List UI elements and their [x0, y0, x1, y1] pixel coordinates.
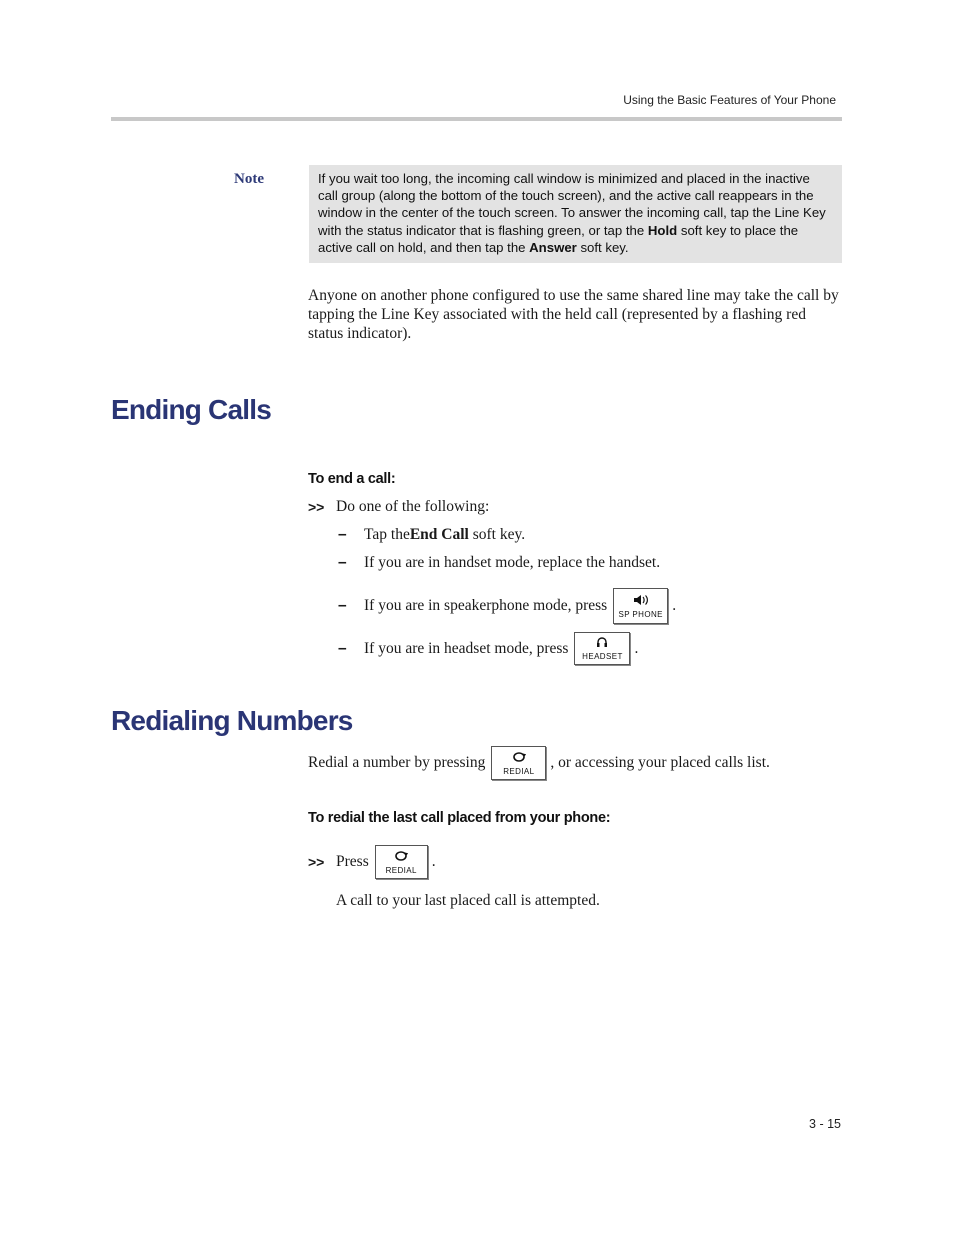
bullet-handset: [338, 554, 660, 572]
redial-intro: [308, 746, 770, 780]
headset-key: [574, 632, 630, 665]
note-text: soft key to place the active call on hold, and then tap the: [318, 222, 799, 255]
bullet-end-call-key: [338, 526, 525, 544]
redial-icon: [394, 850, 408, 864]
note-hold-key: Hold: [647, 222, 678, 238]
redial-icon: [512, 751, 526, 765]
shared-line-paragraph: Anyone on another phone configured to use the same shared line may take the call by tapping the Line Key associated with the held call (represented by a flashing red status indicator).: [308, 287, 839, 342]
end-call-key-name: End Call: [409, 526, 469, 543]
bullet-text: soft key.: [468, 526, 526, 543]
note-label: Note: [234, 171, 264, 187]
redial-step: [308, 845, 436, 879]
running-head: Using the Basic Features of Your Phone: [623, 93, 836, 107]
note-answer-key: Answer: [529, 239, 577, 255]
bullet-dash: –: [338, 554, 347, 571]
redial-intro-text: Redial a number by pressing: [308, 754, 486, 771]
redial-key-label: REDIAL: [385, 865, 417, 875]
bullet-dash: –: [338, 597, 347, 614]
end-call-procedure-title: To end a call:: [308, 471, 396, 487]
redial-result: A call to your last placed call is attempted.: [336, 892, 600, 909]
redial-intro-text: , or accessing your placed calls list.: [550, 754, 770, 771]
page-number: 3 - 15: [809, 1117, 841, 1131]
bullet-text: Tap the: [364, 526, 410, 543]
speaker-icon: [633, 594, 649, 608]
bullet-headset: [338, 632, 638, 665]
redialing-numbers-heading: Redialing Numbers: [111, 705, 353, 736]
ending-calls-heading: Ending Calls: [111, 394, 271, 425]
note-text: If you wait too long, the incoming call window is minimized and placed in the inactive call group (along the bottom of the touch screen), and the active call reappears in the window in the center of the touch screen. To answer the incoming call, tap the Line Key with the status indicator that is flashing green, or tap the: [318, 171, 826, 238]
step-text: Press: [336, 853, 369, 870]
redial-key: [375, 845, 428, 879]
redial-procedure-title: To redial the last call placed from your phone:: [308, 810, 611, 826]
step-marker: >>: [308, 854, 325, 870]
sp-phone-key-label: SP PHONE: [618, 609, 663, 619]
bullet-dash: –: [338, 639, 347, 657]
bullet-speakerphone: [338, 588, 676, 624]
bullet-period: .: [634, 639, 639, 657]
sp-phone-key: [613, 588, 668, 624]
bullet-text: If you are in handset mode, replace the handset.: [364, 554, 661, 571]
header-rule: [111, 117, 842, 121]
bullet-dash: –: [338, 526, 347, 543]
bullet-text: If you are in headset mode, press: [364, 639, 569, 657]
headset-key-label: HEADSET: [582, 652, 623, 661]
bullet-period: .: [672, 597, 677, 614]
note-box: [309, 165, 842, 263]
end-call-step: [308, 498, 489, 516]
bullet-text: If you are in speakerphone mode, press: [364, 597, 608, 614]
step-marker: >>: [308, 499, 325, 515]
redial-key: [491, 746, 546, 780]
headset-icon: [596, 636, 608, 650]
step-period: .: [431, 853, 436, 870]
step-text: Do one of the following:: [336, 498, 490, 515]
note-text: soft key.: [576, 239, 629, 255]
redial-key-label: REDIAL: [503, 766, 535, 776]
